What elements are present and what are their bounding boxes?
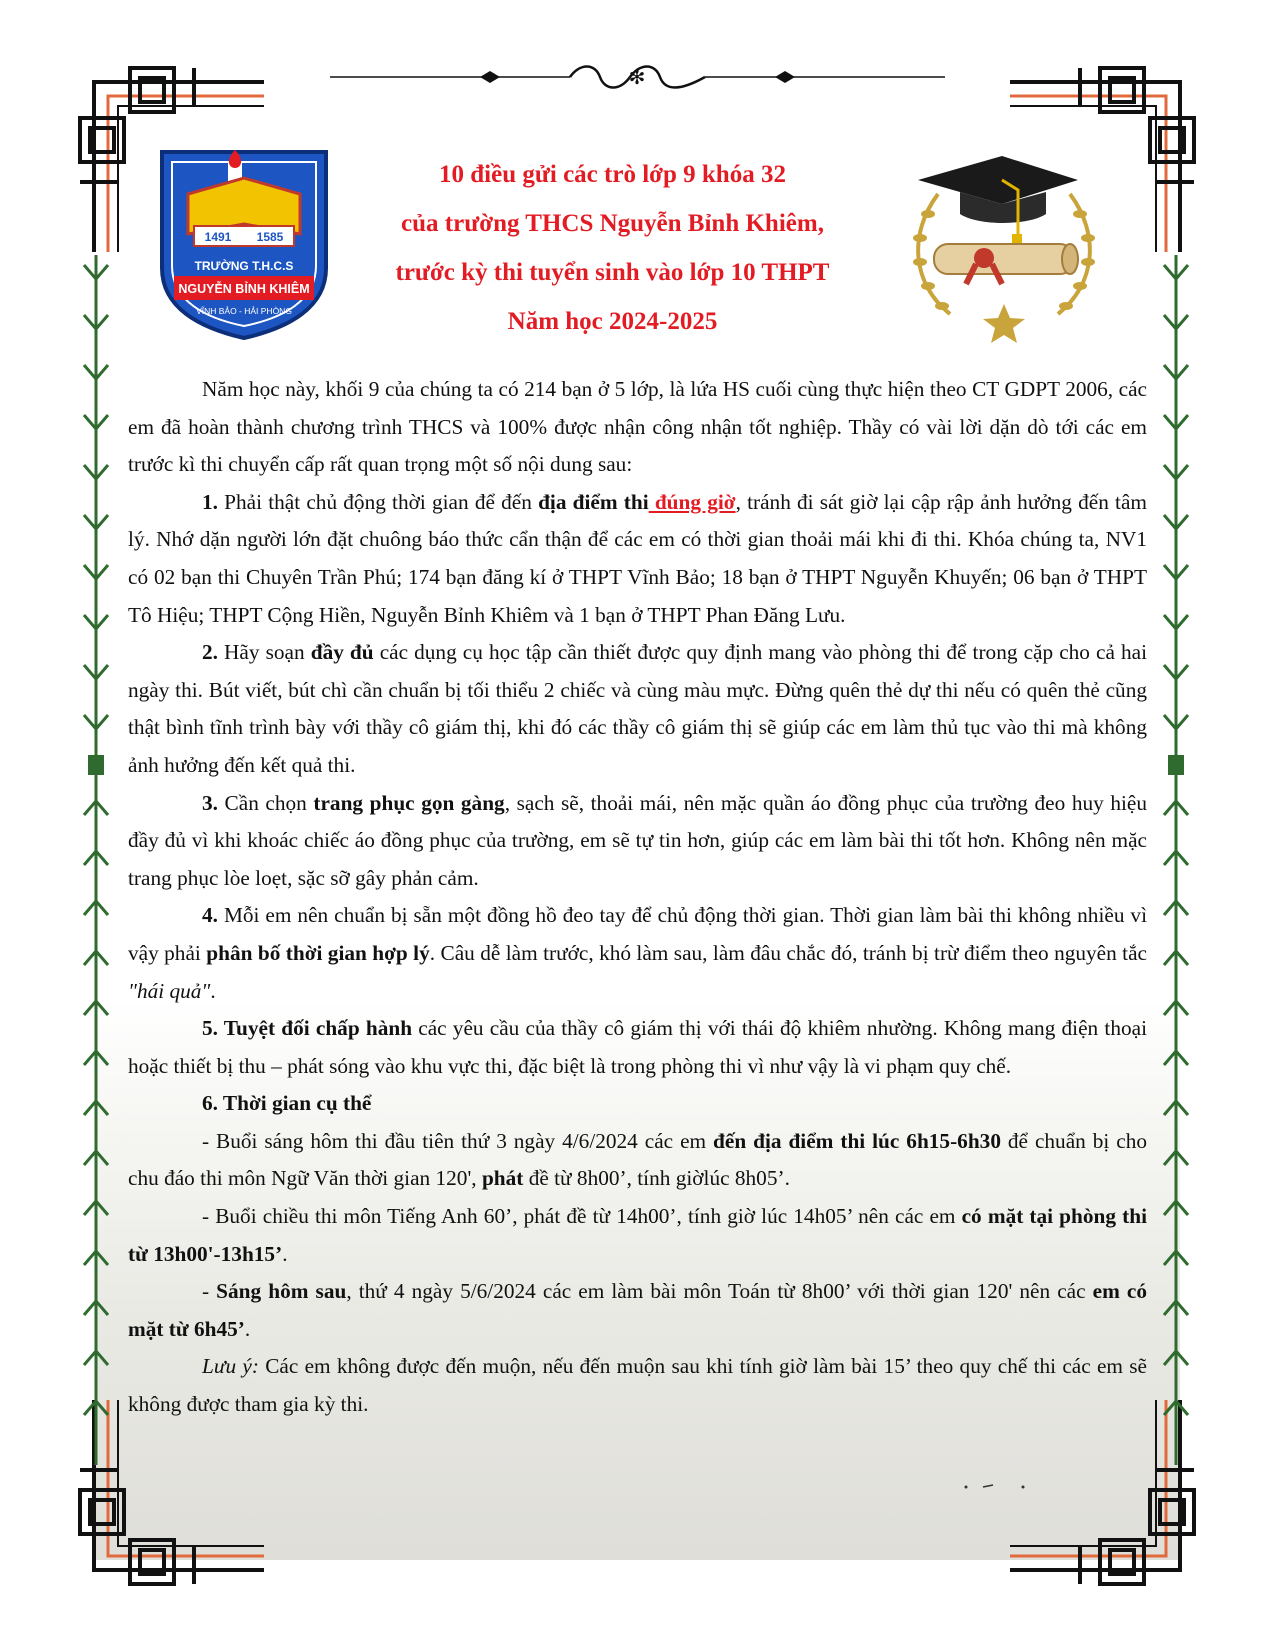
decorative-dots (963, 1484, 1043, 1490)
item-4-text-b: . Câu dễ làm trước, khó làm sau, làm đâu chắc đó, tránh bị trừ điểm theo nguyên tắc (429, 940, 1147, 965)
title-line-3: trước kỳ thi tuyển sinh vào lớp 10 THPT (395, 259, 830, 286)
schedule-1-text-c: đề từ 8h00’, tính giờlúc 8h05’. (523, 1166, 790, 1191)
title-line-4: Năm học 2024-2025 (507, 308, 718, 335)
schedule-3-text-c: . (244, 1316, 251, 1341)
svg-text:✻: ✻ (628, 65, 646, 89)
item-1-text-b: , tránh đi sát giờ lại cập rập ảnh hưởng đến tâm lý. Nhớ dặn người lớn đặt chuông báo thức cẩn thận để các em có thời gian thoải mái khi đi thi. Khóa chúng ta, NV1 có 02 bạn thi Chuyên Trần Phú; 174 bạn đăng kí ở THPT Vĩnh Bảo; 18 bạn ở THPT Nguyễn Khuyến; 06 bạn ở THPT Tô Hiệu; THPT Cộng Hiền, Nguyễn Bỉnh Khiêm và 1 bạn ở THPT Phan Đăng Lưu. (128, 489, 1147, 627)
item-6-schedule-1 (128, 1123, 1147, 1198)
item-2-text-a: Hãy soạn (217, 640, 311, 665)
logo-location: VĨNH BẢO - HẢI PHÒNG (196, 306, 292, 316)
schedule-1-bold-b: phát (481, 1166, 524, 1191)
item-4-italic: "hái quả" (128, 978, 211, 1003)
item-2-bold: đầy đủ (310, 640, 374, 665)
item-4-number: 4. (202, 903, 218, 928)
schedule-3-bold-b: em có mặt từ 6h45’ (128, 1279, 1147, 1341)
item-1-bold-location: địa điểm thi (538, 489, 649, 514)
item-5-text: các yêu cầu của thầy cô giám thị với thái độ khiêm nhường. Không mang điện thoại hoặc thiết bị thu – phát sóng vào khu vực thi, đặc biệt là trong phòng thi vì như vậy là vi phạm quy chế. (128, 1016, 1147, 1078)
schedule-2-text-b: . (282, 1241, 288, 1266)
item-1-number: 1. (202, 489, 218, 514)
item-2-number: 2. (202, 640, 218, 665)
left-vine-decoration (80, 255, 112, 1465)
school-logo (158, 148, 330, 340)
right-vine-decoration (1160, 255, 1192, 1465)
item-3 (128, 785, 1147, 898)
title-line-1: 10 điều gửi các trò lớp 9 khóa 32 (439, 161, 786, 188)
item-2 (128, 634, 1147, 784)
logo-school-name: NGUYỄN BỈNH KHIÊM (178, 282, 310, 296)
item-1 (128, 484, 1147, 634)
schedule-1-text-a: - Buổi sáng hôm thi đầu tiên thứ 3 ngày 4/6/2024 các em (202, 1128, 714, 1153)
item-1-text-a: Phải thật chủ động thời gian để đến (217, 489, 539, 514)
schedule-3-text-b: , thứ 4 ngày 5/6/2024 các em làm bài môn Toán từ 8h00’ với thời gian 120' nên các (346, 1279, 1093, 1304)
letter-body (128, 371, 1147, 1424)
logo-school-type: TRƯỜNG T.H.C.S (194, 259, 294, 273)
note-paragraph (128, 1348, 1147, 1423)
item-2-text-b: các dụng cụ học tập cần thiết được quy định mang vào phòng thi để trong cặp cho cả hai ngày thi. Bút viết, bút chì cần chuẩn bị tối thiểu 2 chiếc và cùng màu mực. Đừng quên thẻ dự thi nếu có quên thẻ cũng thật bình tĩnh trình bày với thầy cô giám thị, khi đó các thầy cô giám thị sẽ giúp các em làm thủ tục vào thi mà không ảnh hưởng đến kết quả thi. (128, 640, 1148, 777)
intro-paragraph: Năm học này, khối 9 của chúng ta có 214 bạn ở 5 lớp, là lứa HS cuối cùng thực hiện theo CT GDPT 2006, các em đã hoàn thành chương trình THCS và 100% được nhận công nhận tốt nghiệp. Thầy có vài lời dặn dò tới các em trước kì thi chuyển cấp rất quan trọng một số nội dung sau: (128, 377, 1147, 477)
item-6-heading (128, 1085, 1147, 1123)
note-label: Lưu ý: (202, 1354, 259, 1379)
item-6-heading-text: 6. Thời gian cụ thể (202, 1091, 372, 1116)
item-5 (128, 1010, 1147, 1085)
item-1-on-time: đúng giờ (648, 489, 736, 514)
logo-year-right: 1585 (256, 230, 284, 244)
schedule-3-bold-a: Sáng hôm sau (216, 1279, 347, 1304)
item-6-schedule-2 (128, 1198, 1147, 1273)
document-title (345, 150, 880, 346)
schedule-1-text-b: để chuẩn bị cho chu đáo thi môn Ngữ Văn thời gian 120', (128, 1128, 1147, 1191)
top-divider-ornament (330, 64, 945, 90)
item-5-bold: 5. Tuyệt đối chấp hành (202, 1016, 413, 1041)
item-4 (128, 897, 1147, 1010)
item-3-number: 3. (202, 790, 218, 815)
graduation-cap-diploma-icon (898, 154, 1110, 346)
title-line-2: của trường THCS Nguyễn Bỉnh Khiêm, (401, 210, 824, 237)
item-6-schedule-3 (128, 1273, 1147, 1348)
item-4-text-c: . (210, 978, 216, 1003)
schedule-3-text-a: - (202, 1279, 217, 1304)
schedule-1-bold-a: đến địa điểm thi lúc 6h15-6h30 (713, 1128, 1001, 1153)
schedule-2-bold: có mặt tại phòng thi từ 13h00'-13h15’ (128, 1204, 1147, 1266)
item-3-text-a: Cần chọn (217, 790, 314, 815)
item-3-bold: trang phục gọn gàng (313, 790, 505, 815)
logo-year-left: 1491 (204, 230, 232, 244)
item-4-bold: phân bố thời gian hợp lý (206, 940, 430, 965)
item-4-text-a: Mỗi em nên chuẩn bị sẵn một đồng hồ đeo tay để chủ động thời gian. Thời gian làm bài thi không nhiều vì vậy phải (128, 903, 1147, 965)
note-text: Các em không được đến muộn, nếu đến muộn sau khi tính giờ làm bài 15’ theo quy chế thi các em sẽ không được tham gia kỳ thi. (128, 1354, 1147, 1417)
item-3-text-b: , sạch sẽ, thoải mái, nên mặc quần áo đồng phục của trường đeo huy hiệu đầy đủ vì khi khoác chiếc áo đồng phục của trường, em sẽ tự tin hơn, giúp các em làm bài thi tốt hơn. Không nên mặc trang phục lòe loẹt, sặc sỡ gây phản cảm. (128, 790, 1147, 890)
schedule-2-text-a: - Buổi chiều thi môn Tiếng Anh 60’, phát đề từ 14h00’, tính giờ lúc 14h05’ nên các em (202, 1204, 962, 1229)
